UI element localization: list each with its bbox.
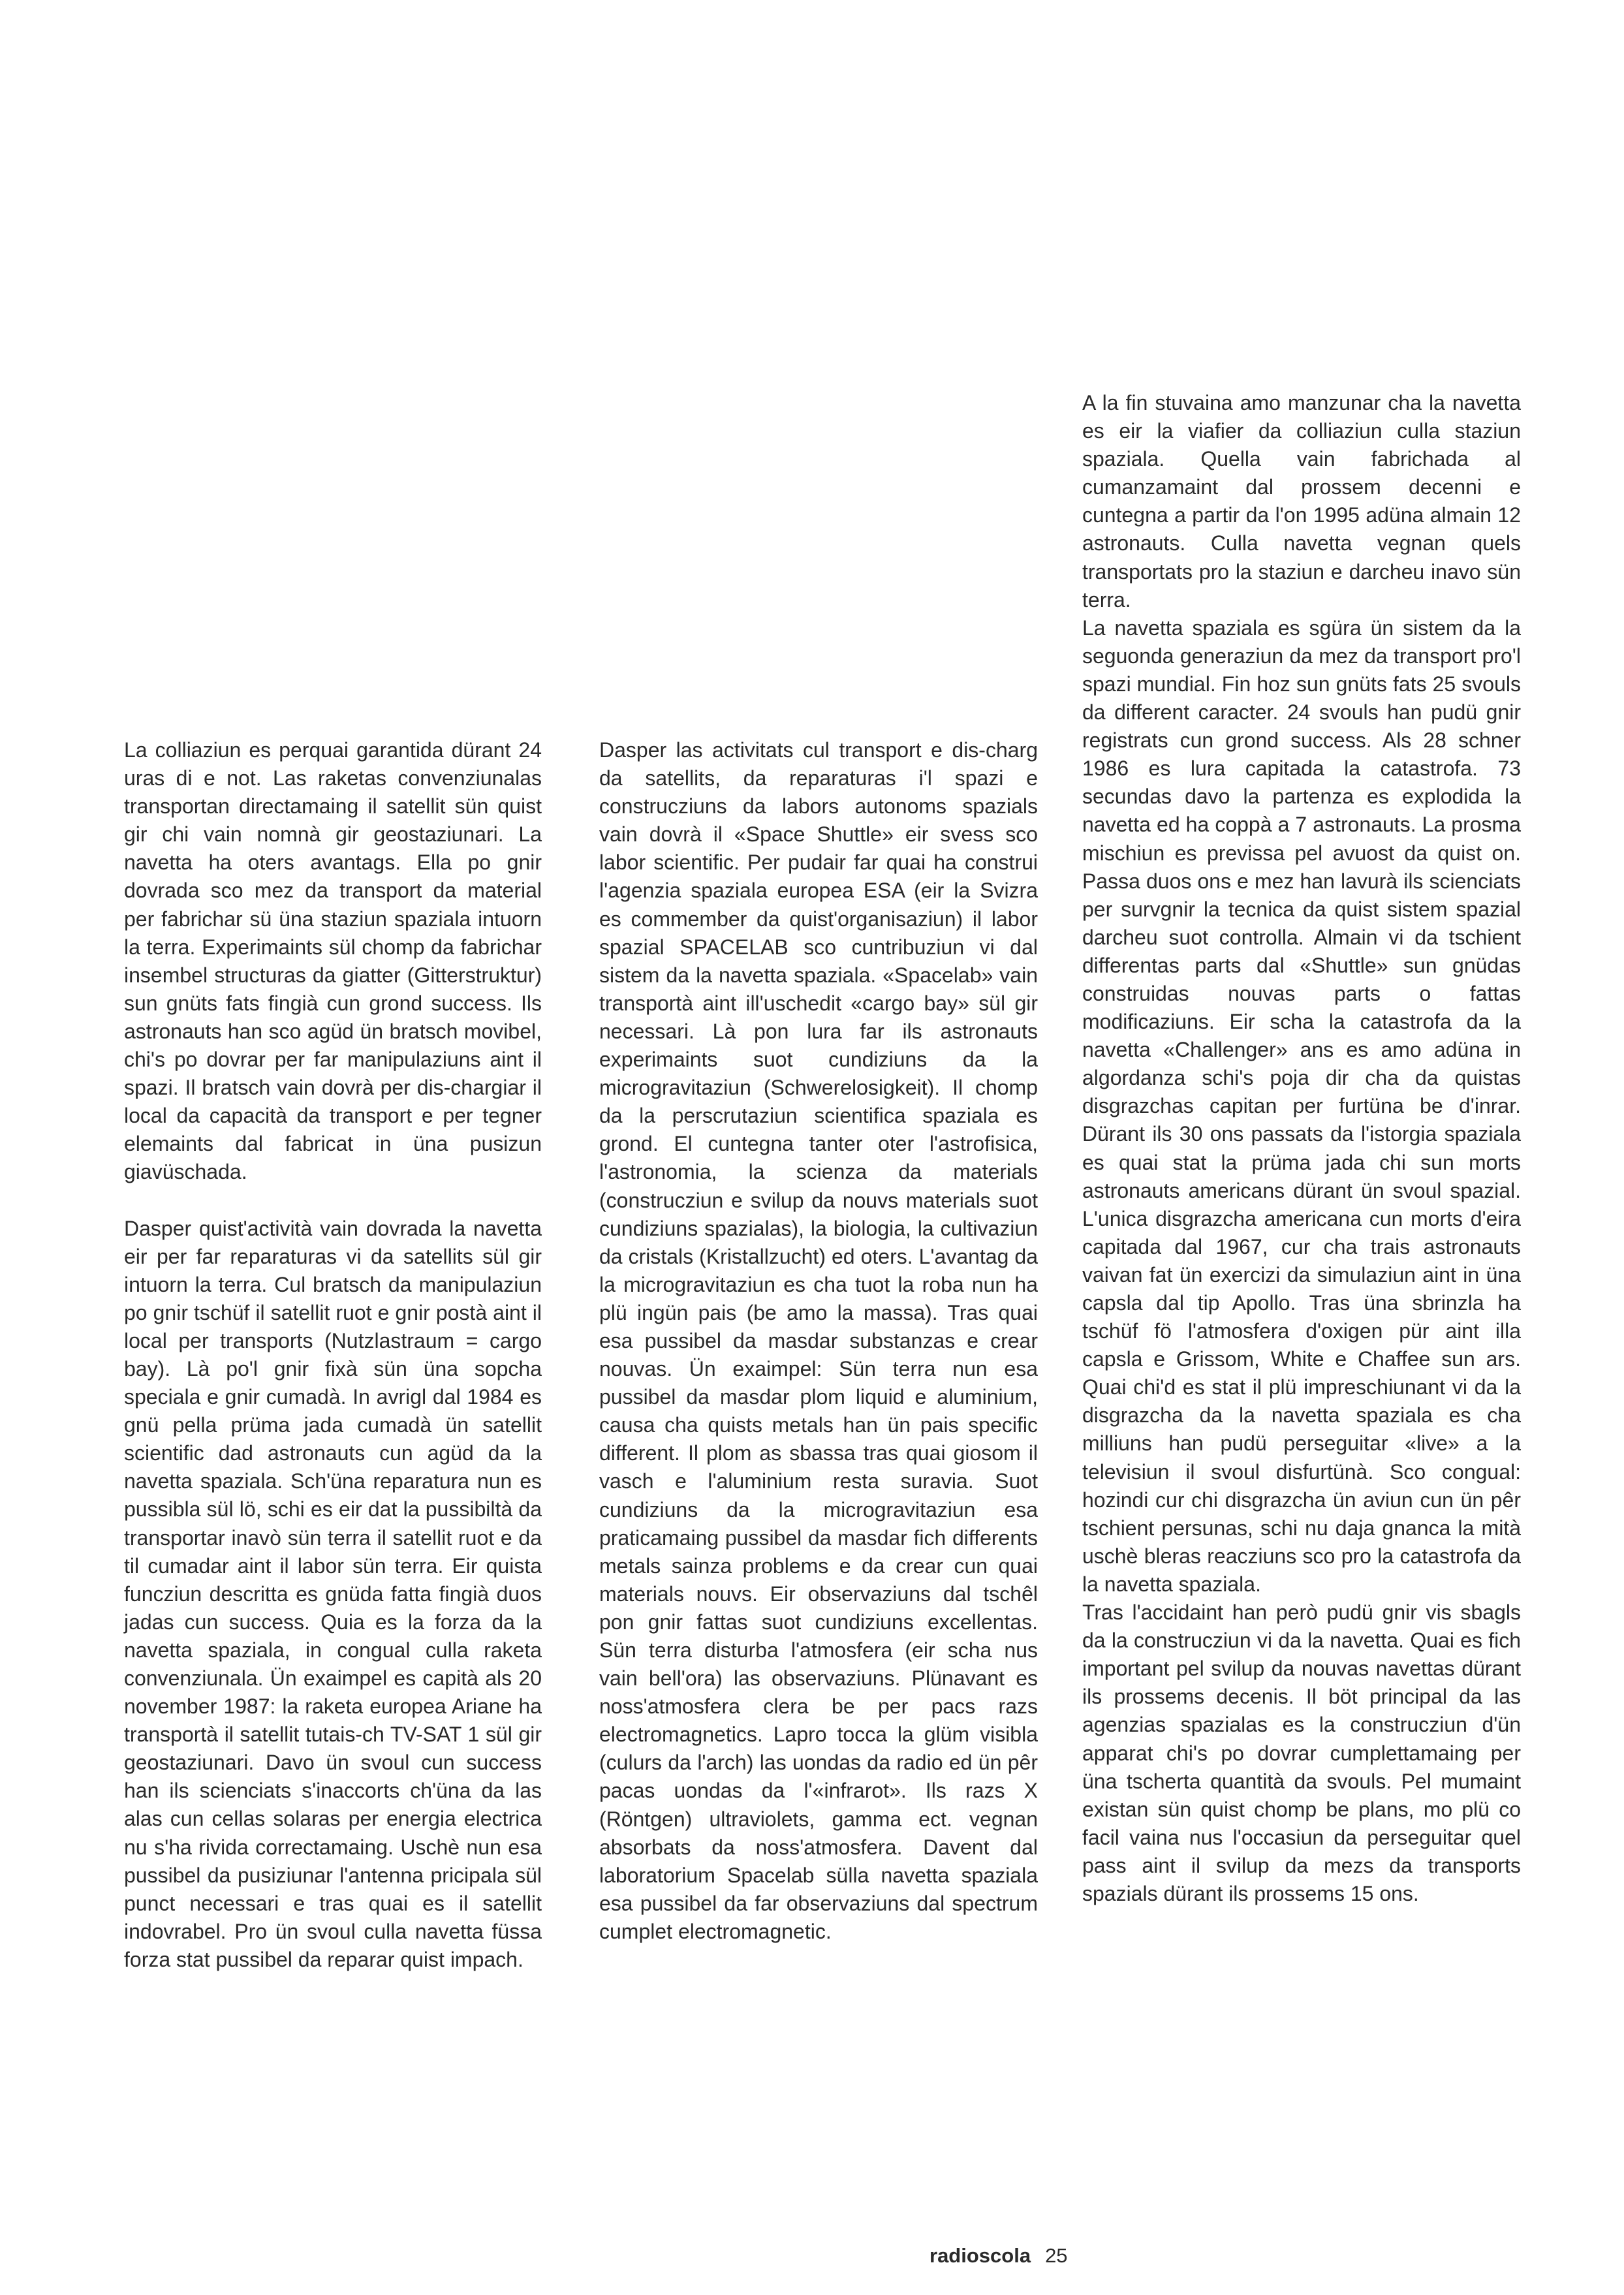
publication-name: radioscola [929, 2244, 1031, 2267]
paragraph: Dasper las activitats cul transport e dis-charg da satellits, da reparaturas i'l spazi e construcziuns da labors autonoms spazials vain dovrà il «Space Shuttle» eir svess sco labor scientific. Per pudair far quai ha construi l'agenzia spaziala europea ESA (eir la Svizra es commember da quist'organisaziun) il labor spazial SPACELAB sco cuntribuziun vi dal sistem da la navetta spaziala. «Spacelab» vain transportà aint ill'uschedit «cargo bay» sül gir necessari. Là pon lura far ils astronauts experimaints suot cundiziuns da la microgravitaziun (Schwerelosigkeit). Il chomp da la perscrutaziun scientifica spaziala es grond. El cuntegna tanter oter l'astrofisica, l'astronomia, la scienza da materials (construcziun e svilup da nouvs materials suot cundiziuns spazialas), la biologia, la cultivaziun da cristals (Kristallzucht) ed oters. L'avantag da la microgravitaziun es cha tuot la roba nun ha plü ingün pais (be amo la massa). Tras quai esa pussibel da masdar substanzas e crear nouvas. Ün exaimpel: Sün terra nun esa pussibel da masdar plom liquid e aluminium, causa cha quists metals han ün pais specific different. Il plom as sbassa tras quai giosom il vasch e l'aluminium resta suravia. Suot cundiziuns da la microgravitaziun esa praticamaing pussibel da masdar fich differents metals sainza problems e da crear cun quai materials nouvs. Eir observaziuns dal tschêl pon gnir fattas suot cundiziuns excellentas. Sün terra disturba l'atmosfera (eir scha nus vain bell'ora) las observaziuns. Plünavant es noss'atmosfera clera be per pacs razs electromagnetics. Lapro tocca la glüm visibla (culurs da l'arch) las uondas da radio ed ün pêr pacas uondas da l'«infrarot». Ils razs X (Röntgen) ultraviolets, gamma ect. vegnan absorbats da noss'atmosfera. Davent dal laboratorium Spacelab sülla navetta spaziala esa pussibel da far observaziuns dal spectrum cumplet electromagnetic. [599, 738, 1038, 1943]
paragraph: La colliaziun es perquai garantida dürant 24 uras di e not. Las raketas convenziunalas transportan directamaing il satellit sün quist gir chi vain nomnà gir geostaziunari. La navetta ha oters avantags. Ella po gnir dovrada sco mez da transport da material per fabrichar sü üna staziun spaziala intuorn la terra. Experimaints sül chomp da fabrichar insembel structuras da giatter (Gitterstruktur) sun gnüts fats fingià cun grond success. Ils astronauts han sco agüd ün bratsch movibel, chi's po dovrar per far manipulaziuns aint il spazi. Il bratsch vain dovrà per dis-chargiar il local da capacità da transport e per tegner elemaints dal fabricat in üna pusizun giavüschada. [124, 738, 542, 1184]
paragraph: A la fin stuvaina amo manzunar cha la navetta es eir la viafier da colliaziun culla staziun spaziala. Quella vain fabrichada al cumanzamaint dal prossem decenni e cuntegna a partir da l'on 1995 adüna almain 12 astronauts. Culla navetta vegnan quels transportats pro la staziun e darcheu inavo sün terra. [1082, 391, 1521, 612]
paragraph: Tras l'accidaint han però pudü gnir vis sbagls da la construcziun vi da la navetta. Quai es fich important pel svilup da nouvas navettas dürant ils prossems decenis. Il böt principal da las agenzias spazialas es la construcziun d'ün apparat chi's po dovrar cumplettamaing per üna tscherta quantità da svouls. Pel mumaint existan sün quist chomp be plans, mo plü co facil vaina nus l'occasiun da perseguitar quel pass aint il svilup da mezs da transports spazials dürant ils prossems 15 ons. [1082, 1600, 1521, 1905]
page-footer [929, 2244, 1068, 2268]
text-column-middle [599, 736, 1038, 1946]
paragraph: La navetta spaziala es sgüra ün sistem da la seguonda generaziun da mez da transport pro'l spazi mundial. Fin hoz sun gnüts fats 25 svouls da different caracter. 24 svouls han pudü gnir registrats cun grond success. Als 28 schner 1986 es lura capitada la catastrofa. 73 secundas davo la partenza es explodida la navetta ed ha coppà a 7 astronauts. La prosma mischiun es previssa pel avuost da quist on. Passa duos ons e mez han lavurà ils scienciats per survgnir la tecnica da quist sistem spazial darcheu suot controlla. Almain vi da tschient differentas parts dal «Shuttle» sun gnüdas construidas nouvas parts o fattas modificaziuns. Eir scha la catastrofa da la navetta «Challenger» ans es amo adüna in algordanza schi's poja dir cha da quistas disgrazchas capitan per furtüna be d'inrar. Dürant ils 30 ons passats da l'istorgia spaziala es quai stat la prüma jada chi sun morts astronauts americans dürant ün svoul spazial. L'unica disgrazcha americana cun morts d'eira capitada dal 1967, cur cha trais astronauts vaivan fat ün exercizi da simulaziun aint in üna capsla dal tip Apollo. Tras üna sbrinzla ha tschüf fö l'atmosfera d'oxigen pür aint illa capsla e Grissom, White e Chaffee sun ars. Quai chi'd es stat il plü impreschiunant vi da la disgrazcha da la navetta spaziala es cha milliuns han pudü perseguitar «live» a la televisiun il svoul disfurtünà. Sco congual: hozindi cur chi disgrazcha ün aviun cun ün pêr tschient persunas, schi nu daja gnanca la mità uschè bleras reacziuns sco pro la catastrofa da la navetta spaziala. [1082, 616, 1521, 1596]
text-column-left [124, 736, 542, 1974]
page-number: 25 [1045, 2244, 1068, 2267]
text-column-right [1082, 389, 1521, 1908]
paragraph-gap [124, 1187, 542, 1215]
paragraph: Dasper quist'actività vain dovrada la navetta eir per far reparaturas vi da satellits sül gir intuorn la terra. Cul bratsch da manipulaziun po gnir tschüf il satellit ruot e gnir postà aint il local per transports (Nutzlastraum = cargo bay). Là po'l gnir fixà sün üna sopcha speciala e gnir cumadà. In avrigl dal 1984 es gnü pella prüma jada cumadà ün satellit scientific dad astronauts cun agüd da la navetta spaziala. Sch'üna reparatura nun es pussibla sül lö, schi es eir dat la pussibiltà da transportar inavò sün terra il satellit ruot e da til cumadar aint il labor sün terra. Eir quista funcziun descritta es gnüda fatta fingià duos jadas cun success. Quia es la forza da la navetta spaziala, in congual culla raketa convenziunala. Ün exaimpel es capità als 20 november 1987: la raketa europea Ariane ha transportà il satellit tutais-ch TV-SAT 1 sül gir geostaziunari. Davo ün svoul cun success han ils scienciats s'inaccorts ch'üna da las alas cun cellas solaras per energia electrica nu s'ha rivida correctamaing. Uschè nun esa pussibel da pusiziunar l'antenna pricipala sül punct necessari e tras quai es il satellit indovrabel. Pro ün svoul culla navetta füssa forza stat pussibel da reparar quist impach. [124, 1216, 542, 1971]
